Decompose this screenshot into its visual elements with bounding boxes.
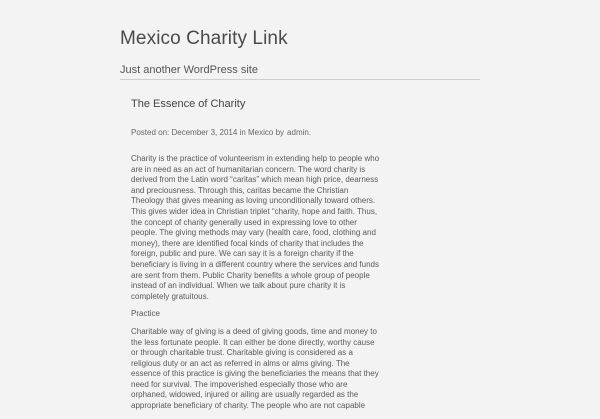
post-title	[131, 97, 381, 111]
post-title-link[interactable]: The Essence of Charity	[131, 98, 246, 110]
header-divider	[120, 79, 480, 80]
post-meta	[131, 127, 381, 138]
site-header	[120, 28, 480, 77]
post-author-link[interactable]: admin	[287, 128, 309, 137]
post-content	[131, 154, 381, 412]
post-category-link[interactable]: Mexico	[248, 128, 274, 137]
site-title-link[interactable]: Mexico Charity Link	[120, 28, 288, 49]
section-heading-practice: Practice	[131, 309, 160, 319]
post-paragraph: Charitable way of giving is a deed of giving goods, time and money to the less fortunate people. It can either be done directly, worthy cause or through charitable trust. Charitable giving is considered as a religious duty or an act as referred in alms or alms giving. The essence of this practice is giving the beneficiaries the means that they need for survival. The impoverished especially those who are orphaned, widowed, injured or ailing are usually regarded as the appropriate beneficiary of charity. The people who are not capable	[131, 326, 379, 411]
post-date-link[interactable]: December 3, 2014	[171, 128, 238, 137]
by-label: by	[275, 128, 285, 137]
posted-on-label: Posted on:	[131, 128, 170, 137]
site-tagline: Just another WordPress site	[120, 64, 258, 76]
in-label: in	[239, 128, 246, 137]
meta-end: .	[308, 128, 312, 137]
post-paragraph: Charity is the practice of volunteerism in extending help to people who are in need as an act of humanitarian concern. The word charity is derived from the Latin word “caritas” which mean high price, dearness and preciousness. Through this, caritas became the Christian Theology that gives meaning as loving unconditionally toward others. This gives wider idea in Christian triplet “charity, hope and faith. Thus, the concept of charity generally used in expressing love to other people. The giving methods may vary (health care, food, clothing and money), there are identified focal kinds of charity that includes the foreign, public and pure. We can say it is a foreign charity if the beneficiary is living in a different country where the services and funds are sent from them. Public Charity benefits a whole group of people instead of an individual. When we talk about pure charity it is completely gratuitous.	[131, 154, 380, 301]
post-article	[131, 97, 381, 419]
